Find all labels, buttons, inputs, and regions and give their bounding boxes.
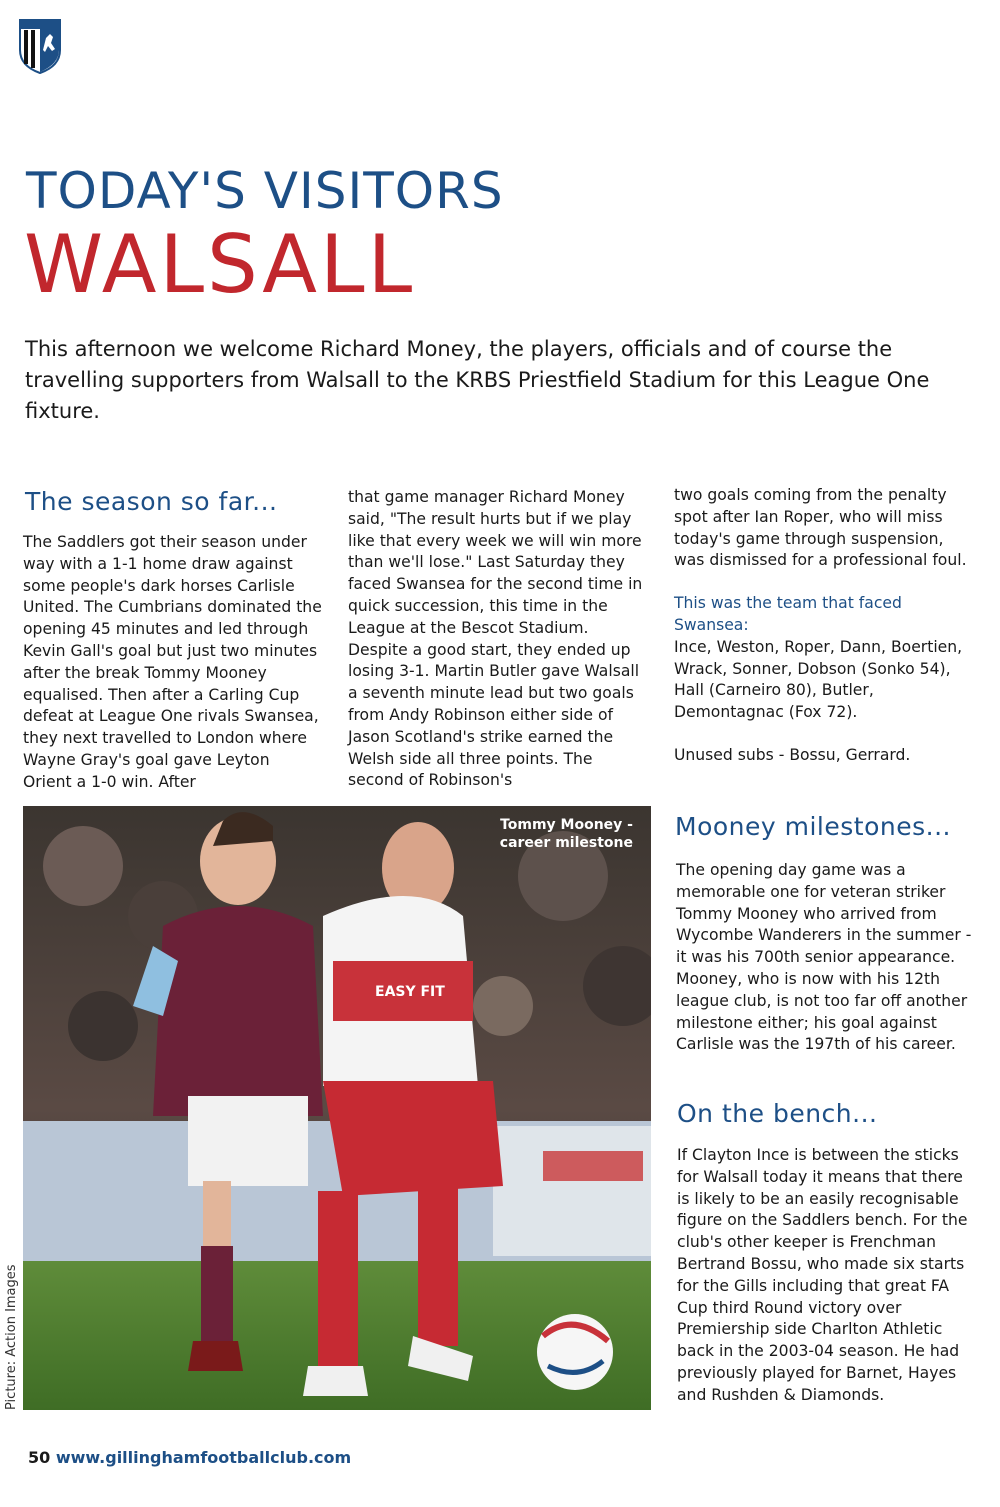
mooney-text [676,860,976,1056]
club-crest-logo [18,18,62,74]
season-paragraph-3: two goals coming from the penalty spot after Ian Roper, who will miss today's game through suspension, was dismissed for a professional foul. [674,486,967,570]
bench-text [677,1145,977,1407]
mooney-heading: Mooney milestones... [675,812,951,841]
season-text-col1 [23,532,323,794]
team-intro: This was the team that faced Swansea: [674,594,902,634]
page-title-line1: TODAY'S VISITORS [26,162,504,220]
shirt-sponsor-text: EASY FIT [375,984,445,1000]
season-heading: The season so far... [25,487,278,516]
season-paragraph-2: that game manager Richard Money said, "The result hurts but if we play like that every week we will win more than we'll lose." Last Saturday they faced Swansea for the second time in quick succession, this time in the League at the Bescot Stadium. Despite a good start, they ended up losing 3-1. Martin Butler gave Walsall a seventh minute lead but two goals from Andy Robinson either side of Jason Scotland's strike earned the Welsh side all three points. The second of Robinson's [348,488,643,790]
mooney-paragraph: The opening day game was a memorable one for veteran striker Tommy Mooney who arrived from Wycombe Wanderers in the summer - it was his 700th senior appearance. Mooney, who is now with his 12th league club, is not too far off another milestone either; his goal against Carlisle was the 197th of his career. [676,861,972,1054]
season-paragraph-1: The Saddlers got their season under way with a 1-1 home draw against some people's dark horses Carlisle United. The Cumbrians dominated the opening 45 minutes and led through Kevin Gall's goal but just two minutes after the break Tommy Mooney equalised. Then after a Carling Cup defeat at League One rivals Swansea, they next travelled to London where Wayne Gray's goal gave Leyton Orient a 1-0 win. After [23,533,322,791]
caption-line1: Tommy Mooney - [500,817,633,833]
page-number: 50 [28,1448,51,1467]
bench-paragraph: If Clayton Ince is between the sticks for Walsall today it means that there is likely to be an easily recognisable figure on the Saddlers bench. For the club's other keeper is Frenchman Bertrand Bossu, who made six starts for the Gills including that great FA Cup third Round victory over Premiership side Charlton Athletic back in the 2003-04 season. He had previously played for Barnet, Hayes and Rushden & Diamonds. [677,1146,968,1404]
team-lineup: Ince, Weston, Roper, Dann, Boertien, Wrack, Sonner, Dobson (Sonko 54), Hall (Carneiro 80), Butler, Demontagnac (Fox 72). [674,637,963,722]
bench-heading: On the bench... [677,1099,878,1128]
caption-line2: career milestone [499,835,633,851]
photo-credit: Picture: Action Images [4,1264,19,1410]
page-footer [28,1448,351,1467]
season-text-col2 [348,487,648,792]
intro-paragraph: This afternoon we welcome Richard Money, the players, officials and of course the travelling supporters from Walsall to the KRBS Priestfield Stadium for this League One fixture. [25,337,930,423]
match-photo [23,806,651,1410]
season-text-col3 [674,485,974,767]
unused-subs: Unused subs - Bossu, Gerrard. [674,745,911,764]
page-title-line2: WALSALL [24,218,416,311]
footer-url-link[interactable]: www.gillinghamfootballclub.com [55,1448,352,1467]
photo-caption [413,816,633,852]
